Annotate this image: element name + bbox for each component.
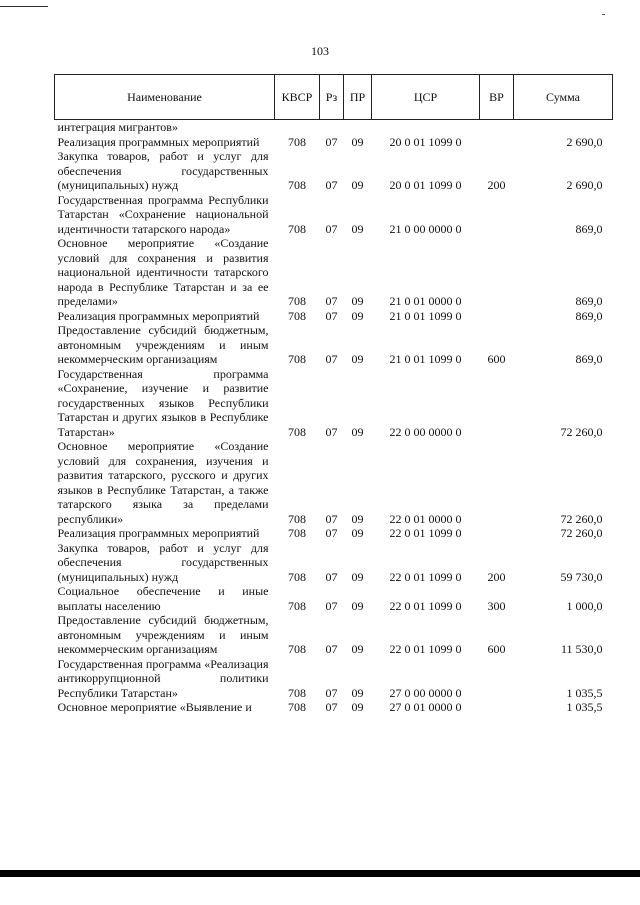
scan-bottom-border bbox=[0, 870, 640, 877]
cell-vr bbox=[480, 700, 514, 715]
cell-vr bbox=[480, 367, 514, 440]
cell-sum: 869,0 bbox=[575, 294, 603, 308]
cell-sum: 2 690,0 bbox=[566, 134, 603, 149]
cell-csr: 22 0 01 1099 0 bbox=[389, 598, 462, 613]
cell-sum: 2 690,0 bbox=[566, 178, 603, 192]
cell-rz: 07 bbox=[325, 352, 338, 366]
header-csr: ЦСР bbox=[372, 75, 480, 120]
table-body bbox=[55, 120, 613, 715]
cell-vr bbox=[480, 439, 514, 526]
cell-name: Основное мероприятие «Создание условий для сохранения, изучения и развития татарского, русского и других языков в Республике Татарстан, а также татарского языка за пределами республики» bbox=[57, 439, 269, 526]
cell-vr: 300 bbox=[487, 598, 506, 613]
cell-csr: 20 0 01 1099 0 bbox=[389, 178, 462, 192]
header-pr: ПР bbox=[344, 75, 372, 120]
cell-rz: 07 bbox=[325, 134, 338, 149]
table-row bbox=[55, 135, 613, 150]
header-vr: ВР bbox=[480, 75, 514, 120]
cell-name: Закупка товаров, работ и услуг для обеспечения государственных (муниципальных) нужд bbox=[57, 149, 269, 192]
cell-kvsr: 708 bbox=[288, 569, 306, 584]
cell-sum: 869,0 bbox=[575, 352, 603, 366]
cell-pr: 09 bbox=[351, 221, 364, 236]
cell-kvsr: 708 bbox=[288, 526, 306, 540]
cell-sum: 72 260,0 bbox=[560, 424, 603, 439]
table-row bbox=[55, 323, 613, 367]
cell-rz: 07 bbox=[325, 294, 338, 308]
cell-rz: 07 bbox=[325, 308, 338, 323]
cell-name: Реализация программных мероприятий bbox=[57, 134, 260, 149]
cell-name: Государственная программа Республики Татарстан «Сохранение национальной идентичности татарского народа» bbox=[57, 192, 269, 236]
cell-csr: 21 0 01 1099 0 bbox=[389, 352, 462, 366]
cell-vr: 200 bbox=[487, 178, 506, 192]
cell-pr: 09 bbox=[351, 352, 364, 366]
cell-pr: 09 bbox=[351, 642, 364, 656]
cell-sum: 869,0 bbox=[575, 221, 603, 236]
cell-pr: 09 bbox=[351, 134, 364, 149]
cell-csr: 20 0 01 1099 0 bbox=[389, 134, 462, 149]
cell-csr: 22 0 00 0000 0 bbox=[389, 424, 462, 439]
page-number: 103 bbox=[311, 44, 329, 58]
cell-name: Основное мероприятие «Создание условий для сохранения и развития национальной идентичности татарского народа в Республике Татарстан и за ее пределами» bbox=[57, 236, 269, 308]
budget-table-container bbox=[54, 74, 612, 715]
table-row bbox=[55, 193, 613, 237]
cell-rz: 07 bbox=[325, 178, 338, 192]
cell-name: Основное мероприятие «Выявление и bbox=[57, 700, 252, 714]
cell-vr bbox=[480, 309, 514, 324]
table-row bbox=[55, 584, 613, 613]
cell-rz bbox=[320, 120, 344, 135]
cell-pr: 09 bbox=[351, 526, 364, 540]
cell-vr bbox=[480, 236, 514, 309]
table-row bbox=[55, 657, 613, 701]
cell-sum: 59 730,0 bbox=[560, 569, 603, 584]
cell-rz: 07 bbox=[325, 221, 338, 236]
cell-kvsr: 708 bbox=[288, 511, 306, 526]
cell-vr bbox=[480, 120, 514, 135]
cell-pr: 09 bbox=[351, 308, 364, 323]
cell-name: интеграция мигрантов» bbox=[57, 120, 178, 134]
cell-csr: 22 0 01 0000 0 bbox=[389, 511, 462, 526]
cell-kvsr: 708 bbox=[288, 685, 306, 700]
table-row bbox=[55, 700, 613, 715]
cell-csr: 21 0 01 1099 0 bbox=[389, 308, 462, 323]
cell-rz: 07 bbox=[325, 569, 338, 584]
cell-kvsr: 708 bbox=[288, 134, 306, 149]
cell-csr: 21 0 01 0000 0 bbox=[389, 294, 462, 308]
cell-pr: 09 bbox=[351, 685, 364, 700]
cell-vr bbox=[480, 193, 514, 237]
cell-name: Реализация программных мероприятий bbox=[57, 526, 260, 540]
cell-kvsr: 708 bbox=[288, 352, 306, 366]
cell-kvsr bbox=[275, 120, 320, 135]
header-name: Наименование bbox=[55, 75, 275, 120]
scan-corner-line bbox=[0, 6, 48, 7]
header-kvsr: КВСР bbox=[275, 75, 320, 120]
cell-rz: 07 bbox=[325, 642, 338, 656]
cell-rz: 07 bbox=[325, 598, 338, 613]
cell-vr bbox=[480, 526, 514, 541]
cell-vr: 600 bbox=[487, 352, 506, 366]
cell-sum: 869,0 bbox=[575, 308, 603, 323]
cell-sum: 1 035,5 bbox=[566, 685, 603, 700]
table-row bbox=[55, 526, 613, 541]
cell-csr: 27 0 00 0000 0 bbox=[389, 685, 462, 700]
cell-vr: 600 bbox=[487, 642, 506, 656]
cell-pr bbox=[344, 120, 372, 135]
table-row bbox=[55, 541, 613, 585]
header-rz: Рз bbox=[320, 75, 344, 120]
cell-name: Социальное обеспечение и иные выплаты населению bbox=[57, 584, 269, 613]
cell-csr: 27 0 01 0000 0 bbox=[389, 700, 462, 714]
cell-name: Государственная программа «Сохранение, изучение и развитие государственных языков Республики Татарстан и других языков в Республике Татарстан» bbox=[57, 366, 269, 439]
cell-rz: 07 bbox=[325, 685, 338, 700]
cell-sum: 1 035,5 bbox=[566, 700, 603, 714]
cell-csr: 22 0 01 1099 0 bbox=[389, 569, 462, 584]
cell-csr: 22 0 01 1099 0 bbox=[389, 642, 462, 656]
cell-rz: 07 bbox=[325, 526, 338, 540]
cell-name: Реализация программных мероприятий bbox=[57, 308, 260, 323]
header-sum: Сумма bbox=[514, 75, 613, 120]
cell-name: Закупка товаров, работ и услуг для обеспечения государственных (муниципальных) нужд bbox=[57, 540, 269, 584]
table-row bbox=[55, 309, 613, 324]
cell-kvsr: 708 bbox=[288, 308, 306, 323]
cell-vr: 200 bbox=[487, 569, 506, 584]
cell-sum: 72 260,0 bbox=[560, 511, 603, 526]
cell-pr: 09 bbox=[351, 294, 364, 308]
scan-corner-mark bbox=[602, 14, 605, 15]
cell-vr bbox=[480, 135, 514, 150]
table-header-row bbox=[55, 75, 613, 120]
cell-pr: 09 bbox=[351, 511, 364, 526]
table-row bbox=[55, 236, 613, 309]
cell-name: Предоставление субсидий бюджетным, автономным учреждениям и иным некоммерческим организациям bbox=[57, 613, 269, 656]
cell-rz: 07 bbox=[325, 700, 338, 714]
cell-csr bbox=[372, 120, 480, 135]
cell-sum: 11 530,0 bbox=[560, 642, 603, 656]
cell-kvsr: 708 bbox=[288, 178, 306, 192]
table-row bbox=[55, 120, 613, 135]
cell-sum: 1 000,0 bbox=[566, 598, 603, 613]
cell-rz: 07 bbox=[325, 511, 338, 526]
cell-kvsr: 708 bbox=[288, 700, 306, 714]
cell-kvsr: 708 bbox=[288, 598, 306, 613]
cell-pr: 09 bbox=[351, 424, 364, 439]
table-row bbox=[55, 149, 613, 193]
cell-kvsr: 708 bbox=[288, 221, 306, 236]
cell-kvsr: 708 bbox=[288, 642, 306, 656]
cell-kvsr: 708 bbox=[288, 424, 306, 439]
cell-name: Предоставление субсидий бюджетным, автономным учреждениям и иным некоммерческим организациям bbox=[57, 323, 269, 366]
cell-name: Государственная программа «Реализация антикоррупционной политики Республики Татарстан» bbox=[57, 656, 269, 700]
cell-rz: 07 bbox=[325, 424, 338, 439]
cell-sum: 72 260,0 bbox=[560, 526, 603, 540]
cell-sum bbox=[514, 120, 613, 135]
cell-csr: 22 0 01 1099 0 bbox=[389, 526, 462, 540]
cell-csr: 21 0 00 0000 0 bbox=[389, 221, 462, 236]
cell-kvsr: 708 bbox=[288, 294, 306, 308]
cell-pr: 09 bbox=[351, 569, 364, 584]
table-row bbox=[55, 367, 613, 440]
cell-vr bbox=[480, 657, 514, 701]
budget-table bbox=[54, 74, 613, 715]
table-row bbox=[55, 613, 613, 657]
cell-pr: 09 bbox=[351, 598, 364, 613]
cell-pr: 09 bbox=[351, 178, 364, 192]
cell-pr: 09 bbox=[351, 700, 364, 714]
table-row bbox=[55, 439, 613, 526]
